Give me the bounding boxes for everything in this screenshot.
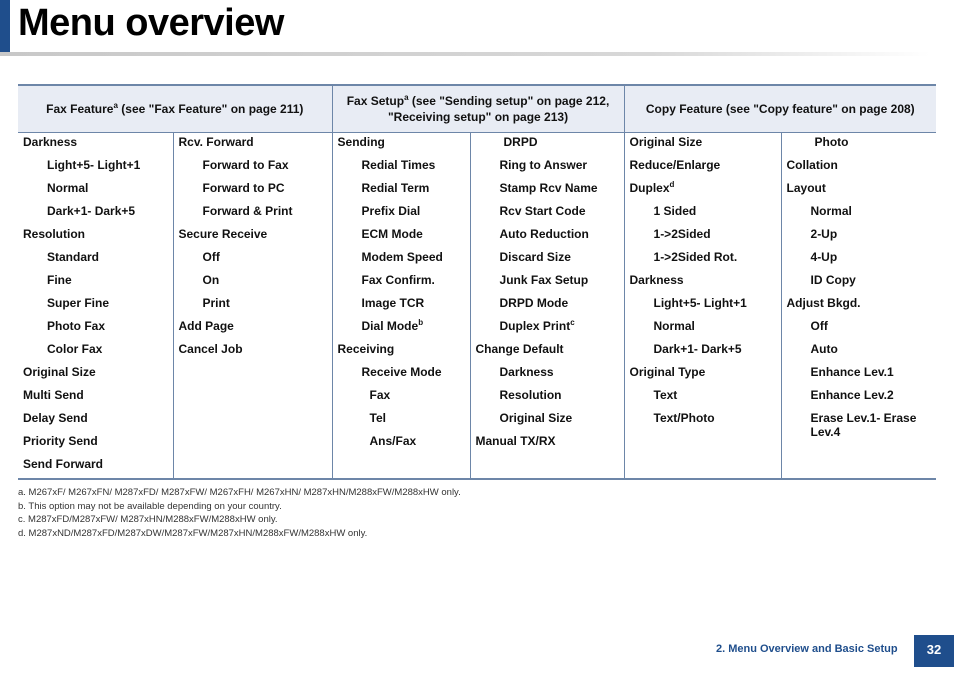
submenu-item — [18, 340, 173, 363]
submenu-item — [625, 248, 781, 271]
submenu-item — [782, 248, 937, 271]
submenu-item — [333, 432, 470, 455]
fax-setup-column-1 — [332, 133, 470, 480]
header-sup: a — [113, 101, 118, 110]
submenu-item — [18, 202, 173, 225]
menu-item-label: Receiving — [337, 342, 395, 356]
menu-item — [782, 179, 937, 202]
submenu-item — [333, 202, 470, 225]
menu-item-label: Dark+1- Dark+5 — [47, 204, 136, 218]
copy-feature-column-2 — [781, 133, 936, 480]
menu-item-label: Fine — [47, 273, 72, 287]
submenu-item — [782, 386, 937, 409]
submenu-item — [471, 409, 624, 432]
submenu-item — [782, 363, 937, 386]
menu-item-label: Delay Send — [23, 411, 88, 425]
submenu-item — [471, 179, 624, 202]
menu-item-label: Normal — [653, 319, 695, 333]
menu-item-label: Light+5- Light+1 — [653, 296, 747, 310]
menu-item-label: Image TCR — [361, 296, 425, 310]
footnote-c: c. M287xFD/M287xFW/ M287xHN/M288xFW/M288xHW only. — [18, 514, 278, 525]
menu-item-label: Forward & Print — [202, 204, 293, 218]
submenu-item — [174, 248, 332, 271]
menu-item-label: Rcv Start Code — [499, 204, 586, 218]
menu-item-label: Modem Speed — [361, 250, 443, 264]
submenu-item — [625, 294, 781, 317]
table-header-row — [18, 85, 936, 133]
menu-item-label: DRPD Mode — [499, 296, 569, 310]
section-label: 2. Menu Overview and Basic Setup — [716, 643, 898, 655]
menu-item-label: Original Type — [629, 365, 706, 379]
menu-item-label: 4-Up — [810, 250, 838, 264]
menu-item-label: 1 Sided — [653, 204, 697, 218]
submenu-item — [174, 202, 332, 225]
menu-item-label: Cancel Job — [178, 342, 243, 356]
menu-item-label: Secure Receive — [178, 227, 268, 241]
submenu-item — [625, 225, 781, 248]
menu-item-label: Change Default — [475, 342, 564, 356]
fax-feature-column-2 — [173, 133, 332, 480]
submenu-item — [333, 386, 470, 409]
submenu-item — [471, 317, 624, 340]
menu-item-label: Enhance Lev.2 — [810, 388, 894, 402]
submenu-item — [782, 225, 937, 248]
submenu-item — [333, 363, 470, 386]
header-tail: (see "Fax Feature" on page 211) — [117, 102, 304, 116]
menu-item-label: On — [202, 273, 220, 287]
footnotes — [18, 486, 461, 540]
menu-item-label: DRPD — [503, 135, 538, 149]
menu-item-label: Print — [202, 296, 230, 310]
submenu-item — [174, 179, 332, 202]
menu-item-label: Enhance Lev.1 — [810, 365, 894, 379]
header-sup: a — [404, 93, 409, 102]
submenu-item — [471, 248, 624, 271]
submenu-item — [333, 156, 470, 179]
menu-item-label: Color Fax — [47, 342, 103, 356]
header-text: Fax Setup — [346, 94, 405, 108]
menu-item — [782, 156, 937, 179]
submenu-item — [333, 294, 470, 317]
menu-item-label: Tel — [369, 411, 386, 425]
header-text: Fax Feature — [46, 102, 114, 116]
submenu-item — [174, 271, 332, 294]
menu-item — [782, 294, 937, 317]
submenu-item — [333, 317, 470, 340]
submenu-item — [18, 271, 173, 294]
menu-item — [471, 432, 624, 455]
menu-item — [174, 225, 332, 248]
menu-item — [625, 133, 781, 156]
menu-item-label: Add Page — [178, 319, 234, 333]
menu-item-label: 2-Up — [810, 227, 838, 241]
menu-item-label: 1->2Sided — [653, 227, 711, 241]
menu-item — [625, 156, 781, 179]
submenu-item — [471, 386, 624, 409]
menu-item-label: Normal — [810, 204, 852, 218]
footnote-marker: b — [418, 318, 424, 327]
menu-item-label: Photo Fax — [47, 319, 106, 333]
submenu-item — [174, 156, 332, 179]
footnote-marker: c — [570, 318, 575, 327]
submenu-item — [782, 317, 937, 340]
submenu-item — [333, 225, 470, 248]
menu-item-label: Duplex — [629, 181, 670, 195]
submenu-item — [18, 294, 173, 317]
menu-item-label: Darkness — [499, 365, 554, 379]
menu-item-label: Junk Fax Setup — [499, 273, 589, 287]
submenu-item — [471, 363, 624, 386]
menu-item-label: Fax — [369, 388, 391, 402]
submenu-item — [782, 340, 937, 363]
menu-item-label: Light+5- Light+1 — [47, 158, 141, 172]
menu-item-label: Original Size — [23, 365, 96, 379]
menu-item-label: Erase Lev.1- Erase Lev.4 — [810, 411, 917, 439]
menu-item — [174, 340, 332, 363]
menu-item — [18, 409, 173, 432]
menu-item-label: Dark+1- Dark+5 — [653, 342, 742, 356]
menu-item-label: Send Forward — [23, 457, 104, 471]
menu-item — [333, 133, 470, 156]
menu-item-label: Normal — [47, 181, 89, 195]
menu-item — [18, 225, 173, 248]
submenu-item — [625, 202, 781, 225]
menu-item-label: Off — [202, 250, 220, 264]
menu-item — [18, 133, 173, 156]
menu-item-label: Off — [810, 319, 828, 333]
submenu-item — [625, 409, 781, 432]
footnote-b: b. This option may not be available depending on your country. — [18, 500, 282, 512]
header-fax-setup — [332, 85, 624, 133]
submenu-item — [782, 133, 937, 156]
submenu-item — [333, 409, 470, 432]
menu-item-label: Discard Size — [499, 250, 571, 264]
submenu-item — [471, 294, 624, 317]
menu-item-label: Photo — [814, 135, 849, 149]
menu-item-label: Multi Send — [23, 388, 84, 402]
menu-item — [625, 363, 781, 386]
header-tail: (see "Sending setup" on page 212, "Receiving setup" on page 213) — [387, 94, 610, 124]
header-fax-feature — [18, 85, 332, 133]
menu-item-label: Dial Mode — [361, 319, 419, 333]
menu-item-label: Rcv. Forward — [178, 135, 254, 149]
menu-item-label: ECM Mode — [361, 227, 423, 241]
menu-item-label: Ring to Answer — [499, 158, 588, 172]
submenu-item — [782, 271, 937, 294]
footnote-marker: d — [669, 180, 675, 189]
table-body-row — [18, 133, 936, 480]
menu-item-label: Forward to Fax — [202, 158, 289, 172]
header-copy-feature — [624, 85, 936, 133]
menu-item — [18, 432, 173, 455]
menu-item-label: Layout — [786, 181, 826, 195]
menu-item-label: Super Fine — [47, 296, 110, 310]
menu-item-label: Resolution — [499, 388, 562, 402]
fax-setup-column-2 — [470, 133, 624, 480]
menu-item — [471, 340, 624, 363]
menu-item-label: Fax Confirm. — [361, 273, 435, 287]
menu-item — [174, 317, 332, 340]
menu-item-label: Receive Mode — [361, 365, 442, 379]
submenu-item — [782, 202, 937, 225]
menu-item-label: Stamp Rcv Name — [499, 181, 598, 195]
menu-item-label: Auto — [810, 342, 838, 356]
title-accent-bar — [0, 0, 10, 52]
menu-item — [625, 271, 781, 294]
page-number-badge: 32 — [914, 635, 954, 667]
submenu-item — [782, 409, 937, 446]
submenu-item — [174, 294, 332, 317]
menu-item — [333, 340, 470, 363]
submenu-item — [18, 156, 173, 179]
page-title: Menu overview — [18, 2, 284, 44]
menu-item-label: ID Copy — [810, 273, 856, 287]
submenu-item — [471, 156, 624, 179]
fax-feature-column-1 — [18, 133, 173, 480]
menu-item-label: Original Size — [499, 411, 573, 425]
menu-item-label: Sending — [337, 135, 385, 149]
menu-item-label: 1->2Sided Rot. — [653, 250, 738, 264]
menu-item-label: Priority Send — [23, 434, 98, 448]
title-divider — [0, 52, 930, 56]
menu-item-label: Manual TX/RX — [475, 434, 556, 448]
menu-item-label: Resolution — [23, 227, 85, 241]
menu-item-label: Reduce/Enlarge — [629, 158, 721, 172]
menu-item-label: Text/Photo — [653, 411, 715, 425]
submenu-item — [18, 317, 173, 340]
menu-overview-table — [18, 84, 936, 480]
menu-item-label: Original Size — [629, 135, 703, 149]
menu-item — [174, 133, 332, 156]
menu-item-label: Adjust Bkgd. — [786, 296, 861, 310]
footnote-d: d. M287xND/M287xFD/M287xDW/M287xFW/M287xHN/M288xFW/M288xHW only. — [18, 527, 368, 539]
menu-item-label: Collation — [786, 158, 838, 172]
submenu-item — [471, 271, 624, 294]
menu-item-label: Standard — [47, 250, 100, 264]
menu-item-label: Darkness — [629, 273, 684, 287]
menu-item — [18, 386, 173, 409]
menu-item — [18, 363, 173, 386]
submenu-item — [333, 179, 470, 202]
copy-feature-column-1 — [624, 133, 781, 480]
submenu-item — [333, 248, 470, 271]
menu-item-label: Text — [653, 388, 678, 402]
menu-item-label: Darkness — [23, 135, 78, 149]
submenu-item — [333, 271, 470, 294]
menu-item-label: Prefix Dial — [361, 204, 421, 218]
submenu-item — [625, 386, 781, 409]
submenu-item — [18, 179, 173, 202]
submenu-item — [471, 202, 624, 225]
submenu-item — [18, 248, 173, 271]
submenu-item — [471, 133, 624, 156]
menu-item-label: Forward to PC — [202, 181, 285, 195]
header-text: Copy Feature (see "Copy feature" on page 208) — [645, 102, 915, 116]
menu-item — [18, 455, 173, 478]
submenu-item — [625, 317, 781, 340]
submenu-item — [471, 225, 624, 248]
menu-item-label: Ans/Fax — [369, 434, 417, 448]
menu-item — [625, 179, 781, 202]
menu-item-label: Redial Term — [361, 181, 430, 195]
menu-item-label: Auto Reduction — [499, 227, 589, 241]
footnote-a: a. M267xF/ M267xFN/ M287xFD/ M287xFW/ M267xFH/ M267xHN/ M287xHN/M288xFW/M288xHW only. — [18, 487, 461, 498]
menu-item-label: Duplex Print — [499, 319, 571, 333]
submenu-item — [625, 340, 781, 363]
menu-item-label: Redial Times — [361, 158, 436, 172]
